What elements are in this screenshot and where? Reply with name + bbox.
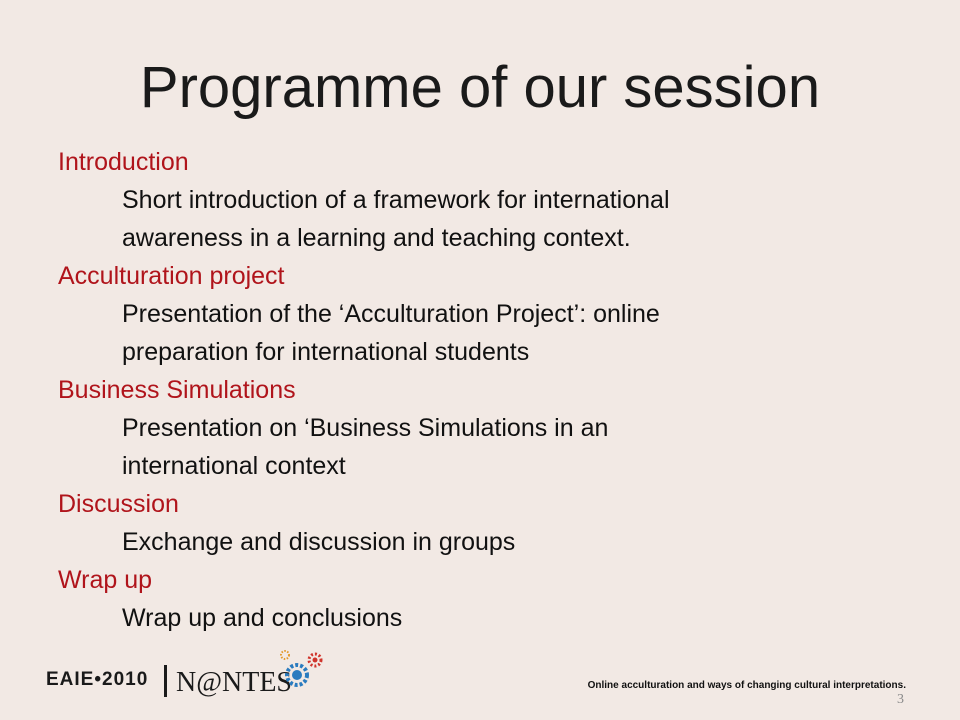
agenda-heading: Acculturation project	[58, 262, 285, 290]
page-number: 3	[897, 692, 904, 707]
footer-caption: Online acculturation and ways of changing cultural interpretations.	[587, 680, 906, 691]
logo-eaie-text: EAIE•2010	[46, 669, 149, 690]
agenda-description-line: international context	[122, 452, 346, 480]
logo-divider	[164, 665, 167, 697]
agenda-list	[58, 143, 918, 637]
agenda-description-line: preparation for international students	[122, 338, 530, 366]
agenda-item	[58, 143, 918, 257]
agenda-description-line: Exchange and discussion in groups	[122, 528, 516, 556]
gear-icon	[309, 654, 321, 666]
agenda-description-line: Presentation of the ‘Acculturation Project’: online	[122, 300, 660, 328]
agenda-item	[58, 371, 918, 485]
logo-nantes-text: N@NTES	[176, 667, 293, 698]
agenda-item	[58, 485, 918, 561]
agenda-description-line: awareness in a learning and teaching context.	[122, 224, 631, 252]
agenda-item	[58, 561, 918, 637]
eaie-nantes-logo	[44, 643, 344, 703]
agenda-description-line: Short introduction of a framework for international	[122, 186, 670, 214]
agenda-description-line: Presentation on ‘Business Simulations in an	[122, 414, 609, 442]
agenda-item	[58, 257, 918, 371]
agenda-heading: Discussion	[58, 490, 179, 518]
agenda-heading: Business Simulations	[58, 376, 296, 404]
gear-icon	[281, 651, 289, 659]
agenda-heading: Wrap up	[58, 566, 153, 594]
agenda-heading: Introduction	[58, 148, 189, 176]
agenda-description-line: Wrap up and conclusions	[122, 604, 403, 632]
slide-title: Programme of our session	[139, 55, 821, 120]
